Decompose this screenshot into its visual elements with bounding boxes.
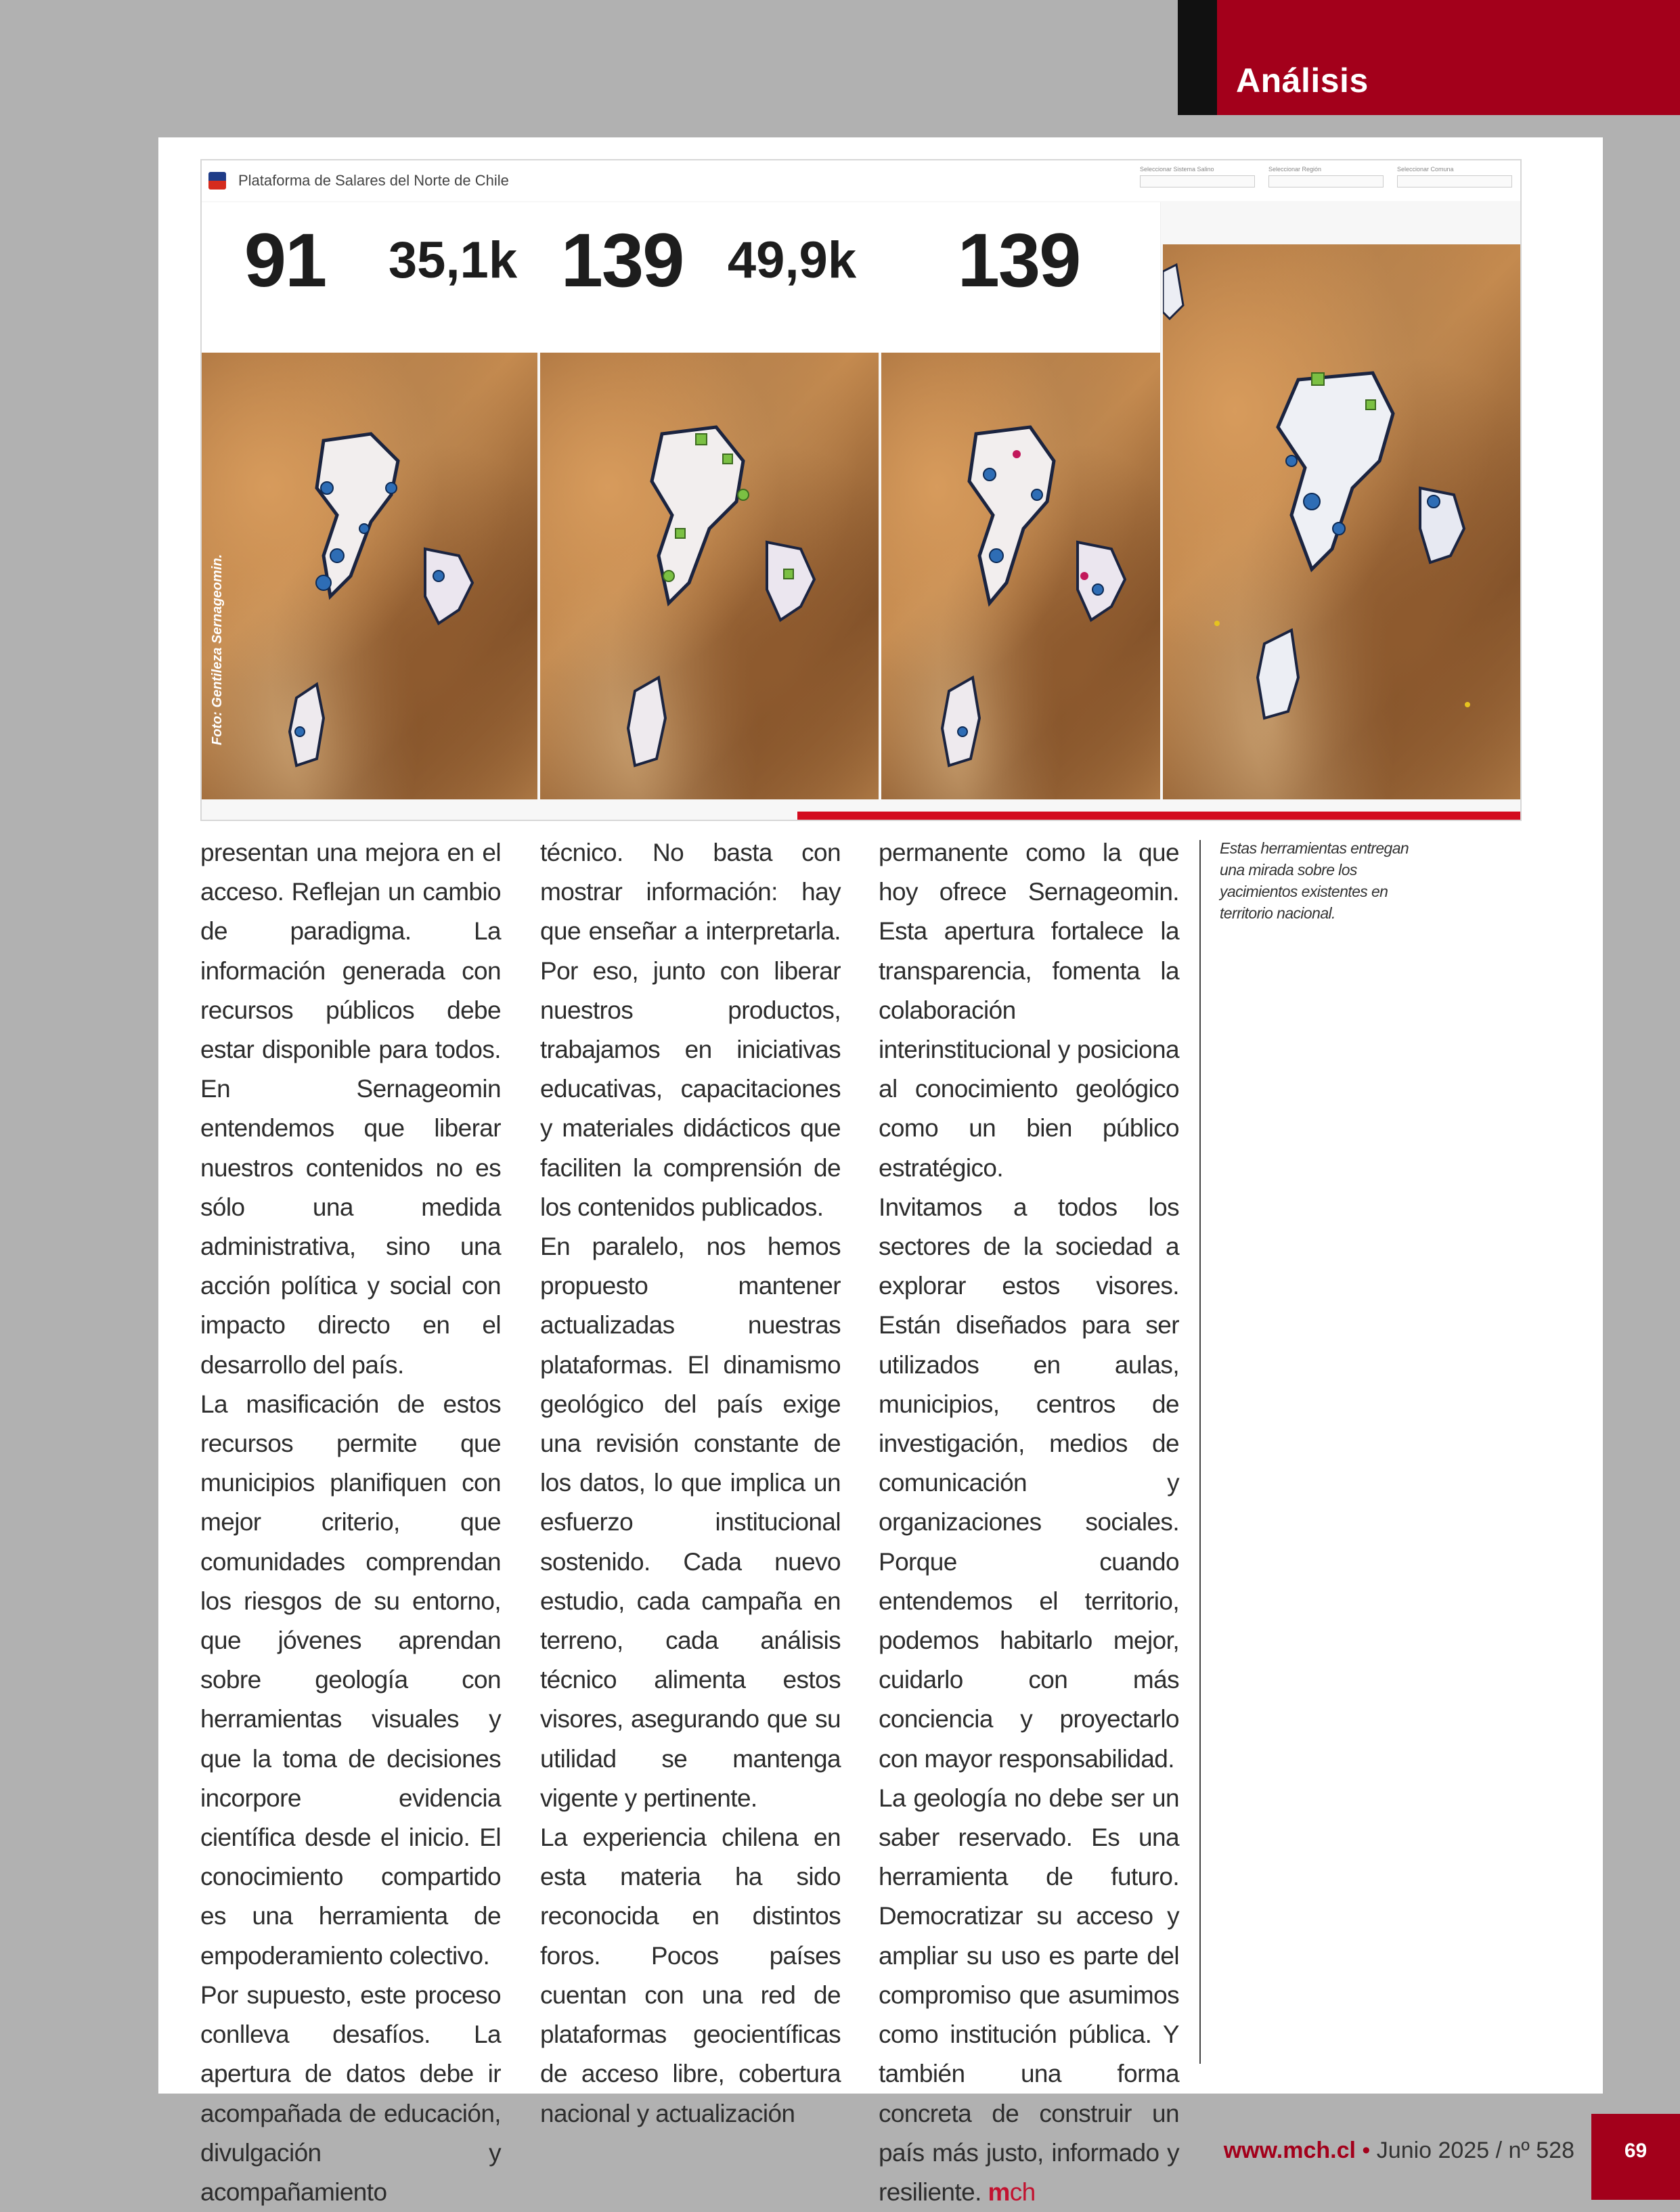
dashboard-figure: [200, 159, 1522, 821]
salar-map: [202, 353, 537, 799]
kpi-value: 35,1k: [388, 231, 518, 289]
paragraph: presentan una mejora en el acceso. Reflejan un cambio de paradigma. La información generada con recursos públicos debe estar disponible para todos. En Sernageomin entendemos que liberar nuestros contenidos no es sólo una medida administrativa, sino una acción política y social con impacto directo en el desarrollo del país.: [200, 839, 501, 1379]
kpi-value: 91: [244, 218, 326, 303]
map-panel[interactable]: [540, 353, 879, 799]
salar-map: [1163, 244, 1522, 799]
paragraph: En paralelo, nos hemos propuesto mantener actualizadas nuestras plataformas. El dinamismo geológico del país exige una revisión constante de los datos, lo que implica un esfuerzo institucional sostenido. Cada nuevo estudio, cada campaña en terreno, cada análisis técnico alimenta estos visores, asegurando que su utilidad se mantenga vigente y pertinente.: [540, 1233, 841, 1812]
paragraph: Por supuesto, este proceso conlleva desafíos. La apertura de datos debe ir acompañada de educación, divulgación y acompañamiento: [200, 1981, 501, 2206]
body-column-2: [540, 833, 841, 2133]
section-title: Análisis: [1217, 0, 1680, 115]
salar-map: [881, 353, 1160, 799]
section-tab-black: [1178, 0, 1217, 115]
kpi-card: [368, 202, 538, 353]
caption-divider: [1199, 840, 1201, 2064]
paragraph: técnico. No basta con mostrar información: hay que enseñar a interpretarla. Por eso, junto con liberar nuestros productos, trabajamos en iniciativas educativas, capacitaciones y materiales didácticos que faciliten la comprensión de los contenidos publicados.: [540, 839, 841, 1221]
site-link[interactable]: www.mch.cl: [1223, 2138, 1356, 2163]
dashboard-accent-bar: [797, 812, 1520, 820]
filter-sistema-salino[interactable]: Seleccionar Sistema Salino: [1140, 166, 1255, 187]
chile-flag-icon: [208, 172, 226, 190]
dashboard-filters: [1140, 166, 1512, 187]
footer: [1224, 2138, 1574, 2164]
kpi-card: [707, 202, 878, 353]
issue-info: Junio 2025 / nº 528: [1376, 2138, 1574, 2163]
paragraph: La experiencia chilena en esta materia ha sido reconocida en distintos foros. Pocos países cuentan con una red de plataformas geocientíficas de acceso libre, cobertura nacional y actualización: [540, 1823, 841, 2127]
figure-caption: Estas herramientas entregan una mirada sobre los yacimientos existentes en territorio nacional.: [1220, 839, 1409, 922]
filter-comuna[interactable]: Seleccionar Comuna: [1397, 166, 1512, 187]
paragraph: Invitamos a todos los sectores de la sociedad a explorar estos visores. Están diseñados para ser utilizados en aulas, municipios, centros de investigación, medios de comunicación y organizaciones sociales. Porque cuando entendemos el territorio, podemos habitarlo mejor, cuidarlo con más conciencia y proyectarlo con mayor responsabilidad.: [879, 1193, 1179, 1773]
mch-end-logo: mch: [988, 2177, 1036, 2206]
map-panel[interactable]: [881, 353, 1160, 799]
body-column-3: [879, 833, 1179, 2212]
body-column-1: [200, 833, 501, 2212]
kpi-card: [537, 202, 707, 353]
map-panel[interactable]: [1163, 244, 1522, 799]
kpi-value: 139: [560, 218, 684, 303]
paragraph: permanente como la que hoy ofrece Sernageomin. Esta apertura fortalece la transparencia, fomenta la colaboración interinstitucional y posiciona al conocimiento geológico como un bien público estratégico.: [879, 839, 1179, 1182]
dashboard-topbar: [202, 160, 1520, 201]
kpi-card: [877, 202, 1161, 353]
map-panel[interactable]: [202, 353, 537, 799]
kpi-value: 49,9k: [727, 231, 857, 289]
salar-map: [540, 353, 879, 799]
photo-credit: Foto: Gentileza Sernageomin.: [210, 554, 225, 745]
separator-dot: •: [1362, 2138, 1371, 2163]
paragraph: La geología no debe ser un saber reservado. Es una herramienta de futuro. Democratizar su acceso y ampliar su uso es parte del compromiso que asumimos como institución pública. Y también una forma concreta de construir un país más justo, informado y resiliente. mch: [879, 1784, 1179, 2206]
section-tab: [1178, 0, 1680, 115]
paragraph: La masificación de estos recursos permite que municipios planifiquen con mejor criterio, que comunidades comprendan los riesgos de su entorno, que jóvenes aprendan sobre geología con herramientas visuales y que la toma de decisiones incorpore evidencia científica desde el inicio. El conocimiento compartido es una herramienta de empoderamiento colectivo.: [200, 1390, 501, 1970]
filter-region[interactable]: Seleccionar Región: [1268, 166, 1384, 187]
kpi-value: 139: [957, 218, 1080, 303]
kpi-card: [202, 202, 369, 353]
dashboard-title: Plataforma de Salares del Norte de Chile: [238, 172, 509, 189]
page-number: 69: [1591, 2114, 1680, 2200]
